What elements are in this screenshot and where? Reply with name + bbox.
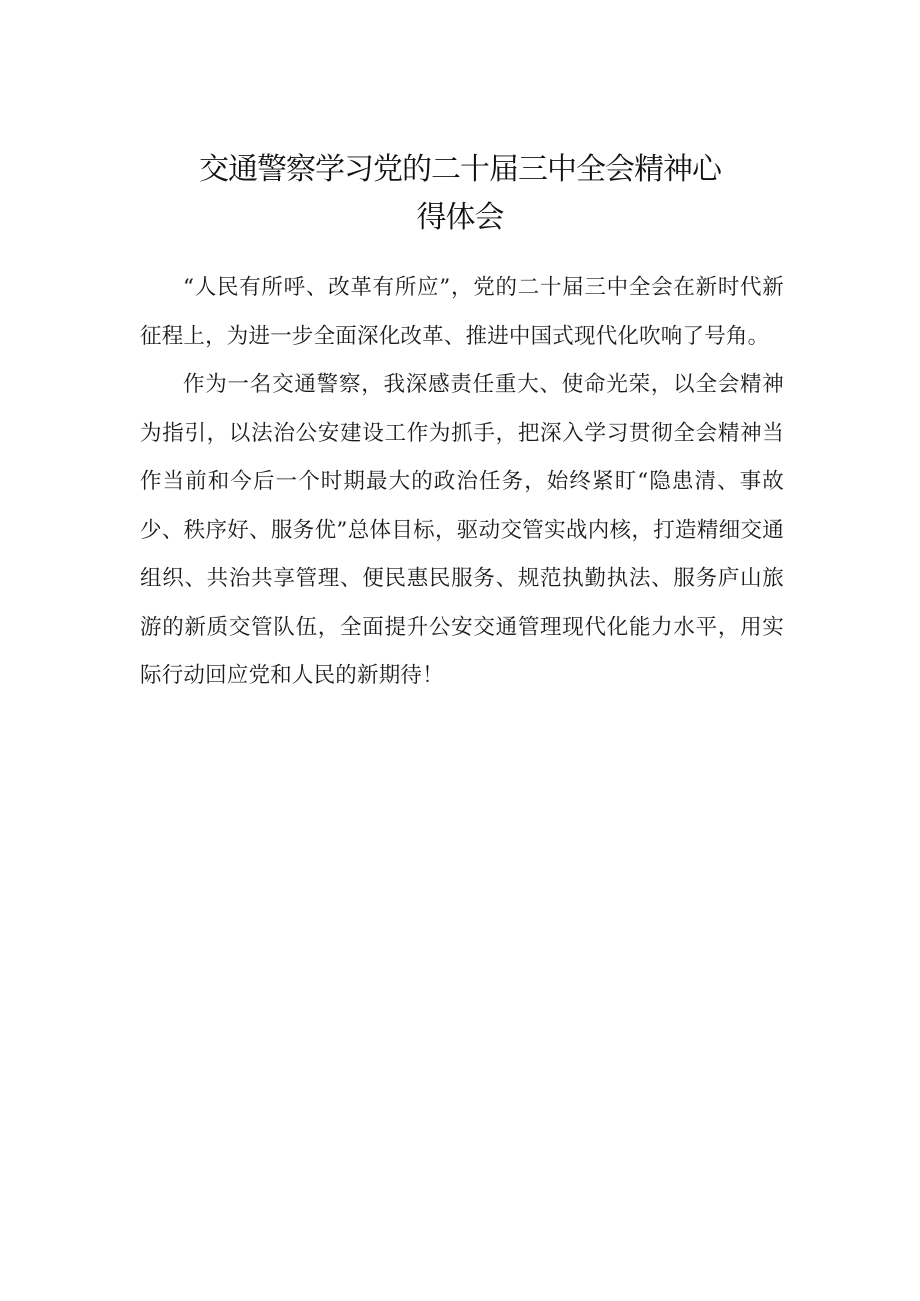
paragraph-1: “人民有所呼、改革有所应”，党的二十届三中全会在新时代新征程上，为进一步全面深化改革、推进中国式现代化吹响了号角。 [140, 275, 784, 349]
document-title-line-1: 交通警察学习党的二十届三中全会精神心 [199, 152, 721, 187]
paragraph-2: 作为一名交通警察，我深感责任重大、使命光荣，以全会精神为指引，以法治公安建设工作为抓手，把深入学习贯彻全会精神当作当前和今后一个时期最大的政治任务，始终紧盯“隐患清、事故少、秩序好、服务优”总体目标，驱动交管实战内核，打造精细交通组织、共治共享管理、便民惠民服务、规范执勤执法、服务庐山旅游的新质交管队伍，全面提升公安交通管理现代化能力水平，用实际行动回应党和人民的新期待！ [140, 372, 784, 688]
document-title [140, 146, 780, 242]
document-body [140, 264, 784, 701]
document-title-line-2: 得体会 [416, 200, 504, 235]
